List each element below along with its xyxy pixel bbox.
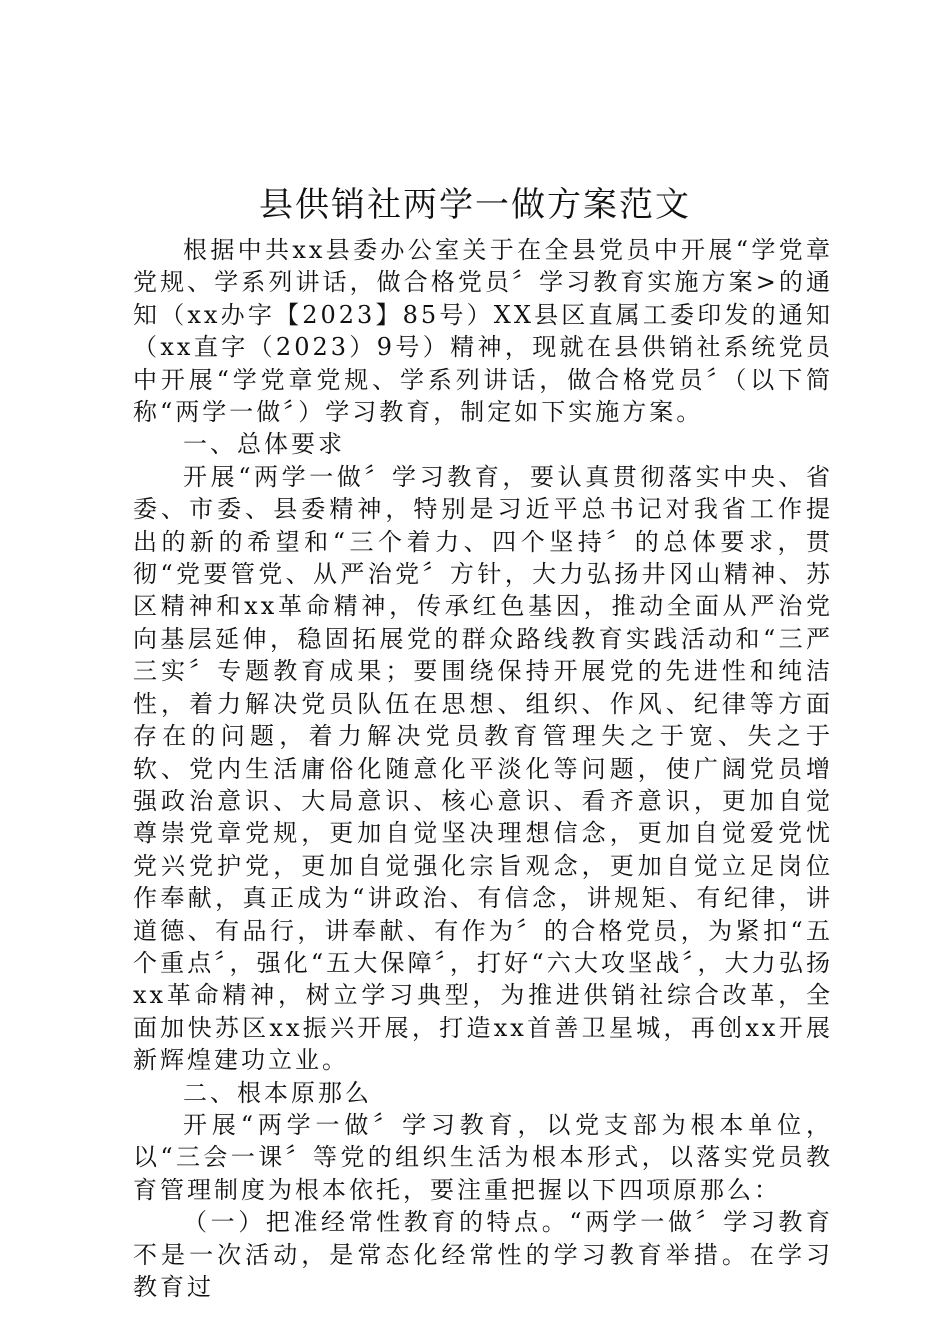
document-title: 县供销社两学一做方案范文 (259, 185, 691, 225)
paragraph-basic-principles: 开展“两学一做〞学习教育，以党支部为根本单位，以“三会一课〞等党的组织生活为根本形式，以落实党员教育管理制度为根本依托，要注重把握以下四项原那么： (133, 1110, 833, 1204)
section-heading-basic-principles: 二、根本原那么 (183, 1078, 372, 1107)
paragraph-intro: 根据中共xx县委办公室关于在全县党员中开展“学党章党规、学系列讲话，做合格党员〞学习教育实施方案>的通知（xx办字【2023】85号）XX县区直属工委印发的通知（xx直字（2023）9号）精神，现就在县供销社系统党员中开展“学党章党规、学系列讲话，做合格党员〞（以下简称“两学一做〞）学习教育，制定如下实施方案。 (133, 236, 833, 427)
section-heading-general-requirements: 一、总体要求 (183, 430, 345, 459)
document-body (133, 234, 833, 1303)
paragraph-general-requirements: 开展“两学一做〞学习教育，要认真贯彻落实中央、省委、市委、县委精神，特别是习近平总书记对我省工作提出的新的希望和“三个着力、四个坚持〞的总体要求，贯彻“党要管党、从严治党〞方针，大力弘扬井冈山精神、苏区精神和xx革命精神，传承红色基因，推动全面从严治党向基层延伸，稳固拓展党的群众路线教育实践活动和“三严三实〞专题教育成果；要围绕保持开展党的先进性和纯洁性，着力解决党员队伍在思想、组织、作风、纪律等方面存在的问题，着力解决党员教育管理失之于宽、失之于软、党内生活庸俗化随意化平淡化等问题，使广阔党员增强政治意识、大局意识、核心意识、看齐意识，更加自觉尊崇党章党规，更加自觉坚决理想信念，更加自觉爱党忧党兴党护党，更加自觉强化宗旨观念，更加自觉立足岗位作奉献，真正成为“讲政治、有信念，讲规矩、有纪律，讲道德、有品行，讲奉献、有作为〞的合格党员，为紧扣“五个重点〞，强化“五大保障〞，打好“六大攻坚战〞，大力弘扬xx革命精神，树立学习典型，为推进供销社综合改革，全面加快苏区xx振兴开展，打造xx首善卫星城，再创xx开展新辉煌建功立业。 (133, 462, 833, 1075)
paragraph-principle-one: （一）把准经常性教育的特点。“两学一做〞学习教育不是一次活动，是常态化经常性的学习教育举措。在学习教育过 (133, 1208, 833, 1301)
